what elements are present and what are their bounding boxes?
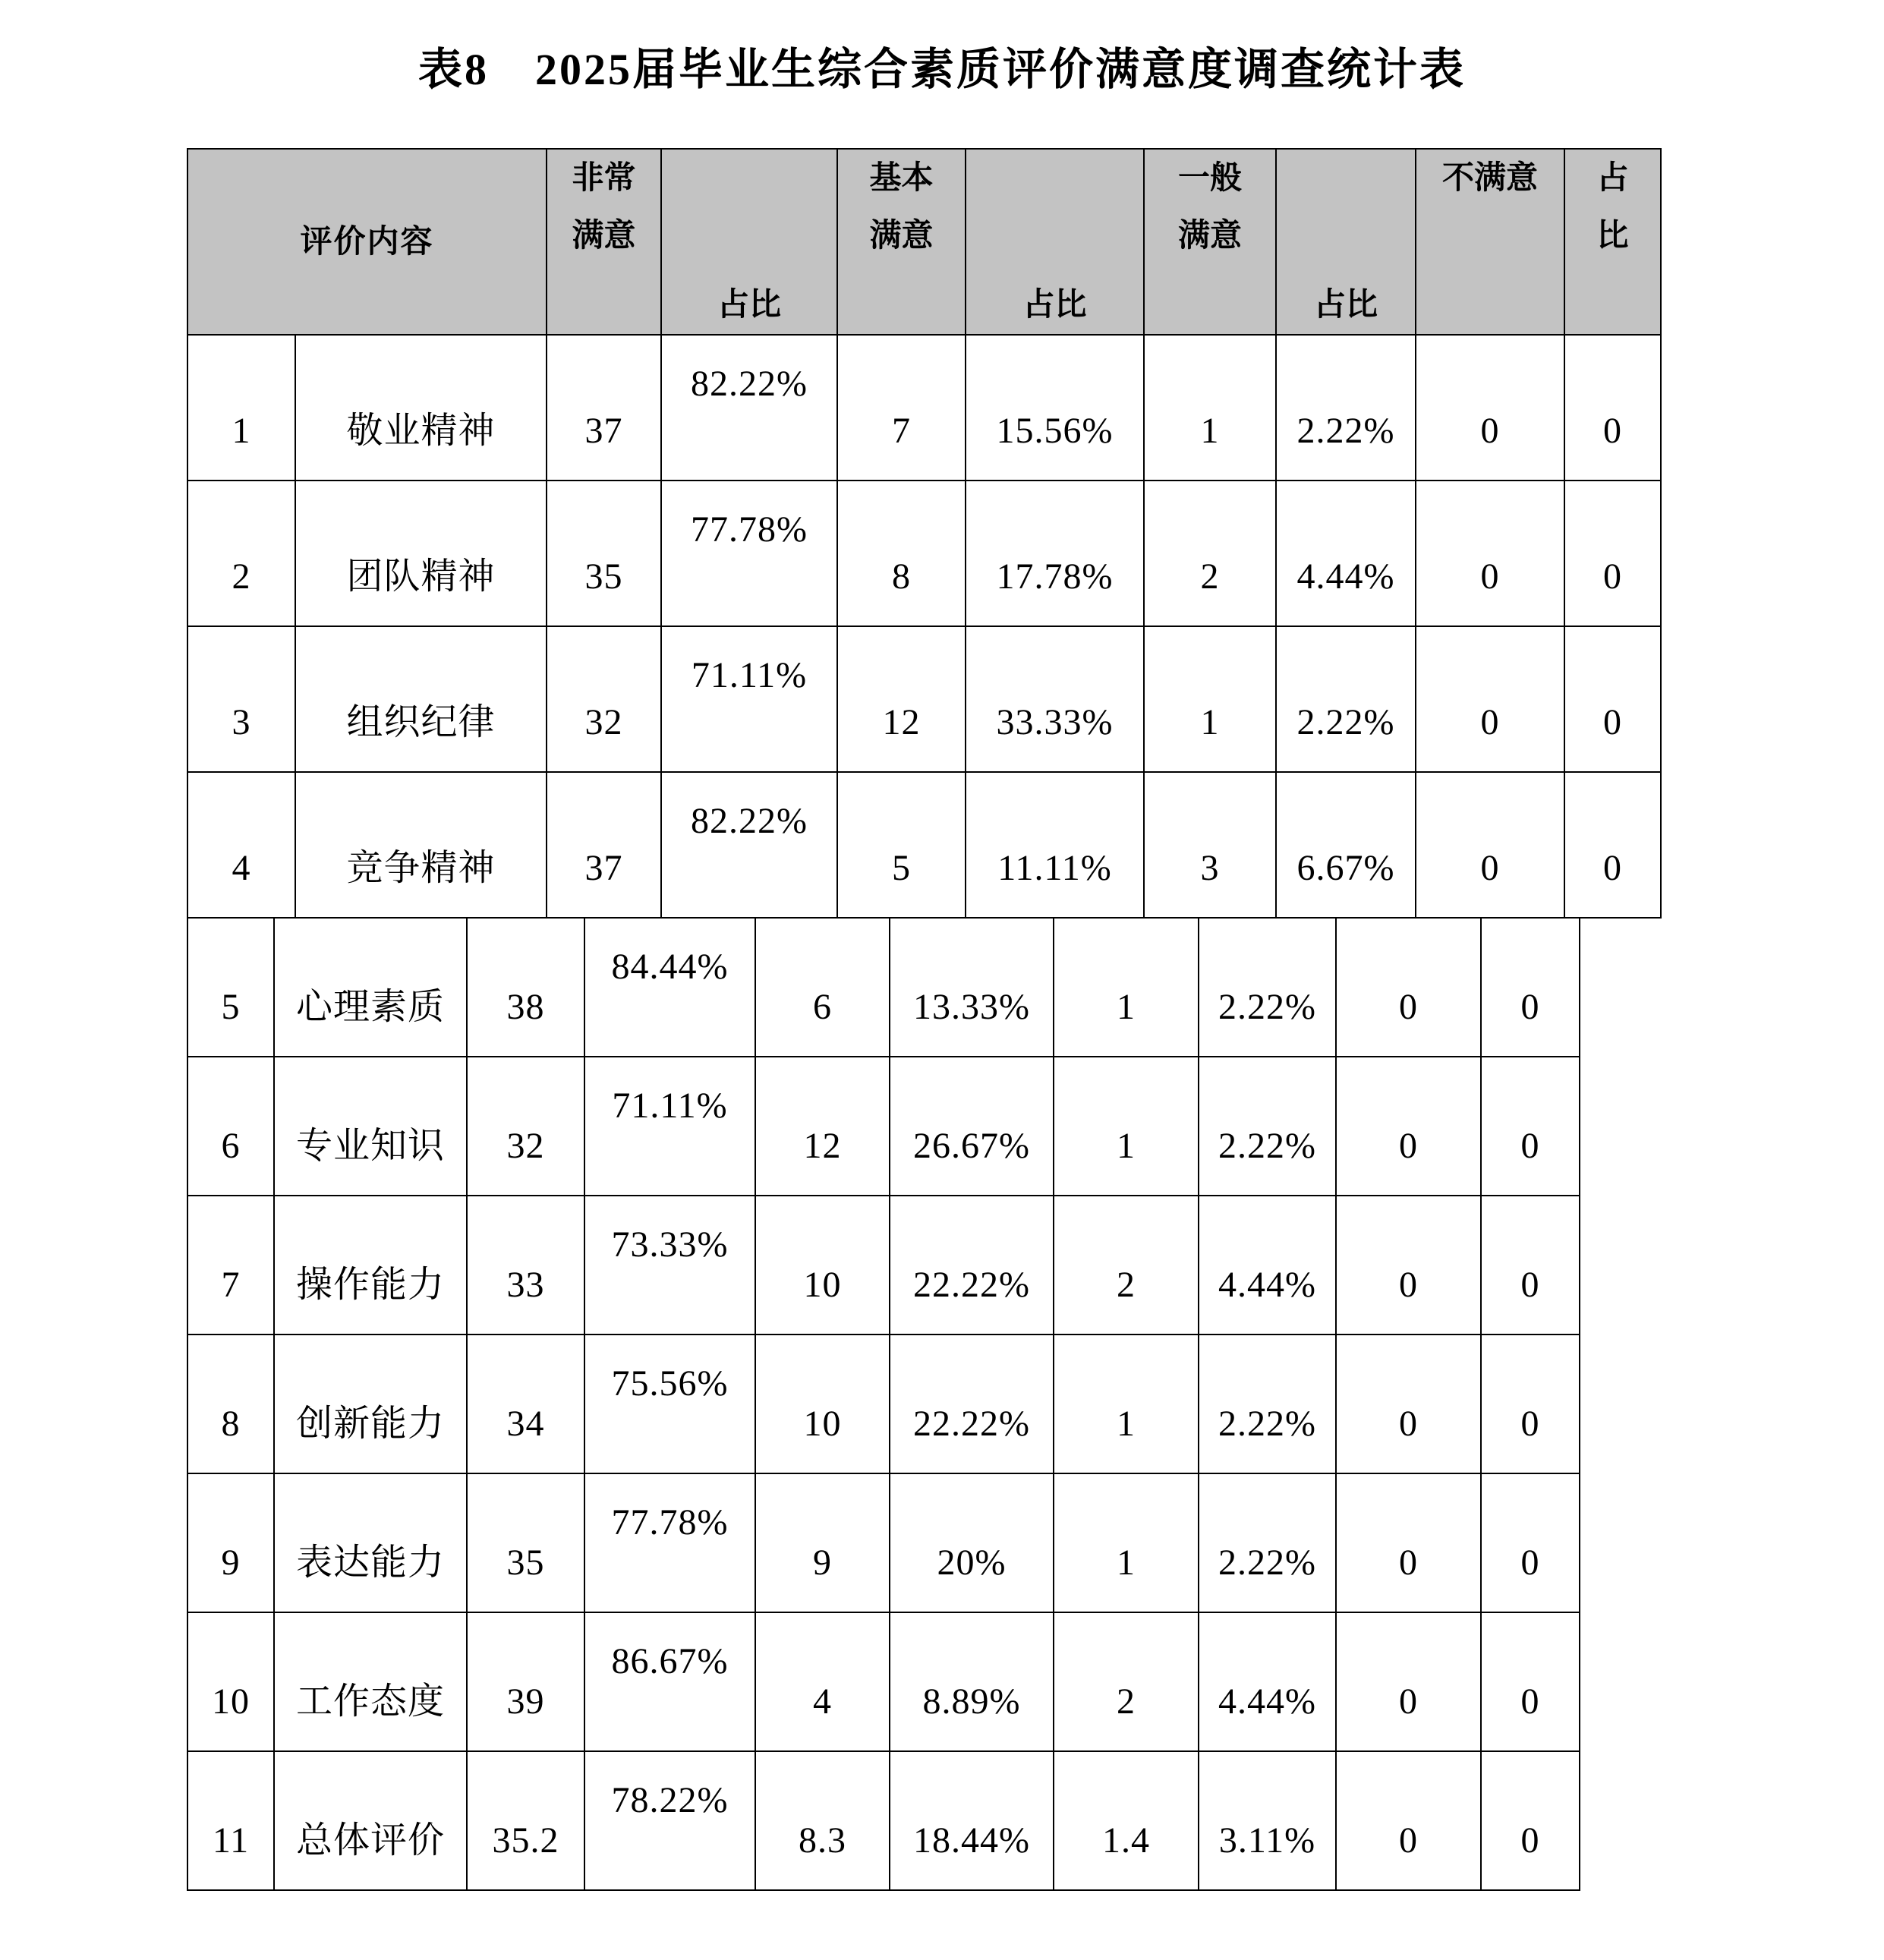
general-pct: 2.22% [1199, 1057, 1336, 1196]
very-pct: 73.33% [584, 1196, 755, 1335]
eval-item: 组织纪律 [295, 626, 547, 772]
header-pct-4: 占 比 [1564, 149, 1661, 335]
table-row [187, 1612, 1580, 1751]
eval-item: 创新能力 [274, 1335, 467, 1473]
eval-item: 表达能力 [274, 1473, 467, 1612]
unsat-count: 0 [1416, 481, 1564, 626]
row-number: 1 [187, 335, 295, 481]
eval-item: 心理素质 [274, 918, 467, 1057]
general-pct: 2.22% [1199, 1473, 1336, 1612]
basic-count: 7 [837, 335, 966, 481]
table-row [187, 1751, 1580, 1890]
general-count: 1.4 [1054, 1751, 1199, 1890]
unsat-count: 0 [1336, 1751, 1481, 1890]
basic-count: 10 [755, 1196, 890, 1335]
basic-pct: 13.33% [890, 918, 1054, 1057]
basic-pct: 22.22% [890, 1335, 1054, 1473]
header-eval-content [187, 149, 547, 335]
row-number: 8 [187, 1335, 274, 1473]
table-header [187, 149, 1661, 335]
eval-item: 总体评价 [274, 1751, 467, 1890]
table-row [187, 335, 1661, 481]
very-count: 34 [467, 1335, 584, 1473]
row-number: 2 [187, 481, 295, 626]
general-count: 2 [1144, 481, 1276, 626]
unsat-pct: 0 [1481, 918, 1580, 1057]
row-number: 10 [187, 1612, 274, 1751]
header-pct-3: 占比 [1276, 149, 1416, 335]
very-count: 37 [547, 335, 661, 481]
very-count: 33 [467, 1196, 584, 1335]
basic-pct: 17.78% [966, 481, 1144, 626]
very-count: 37 [547, 772, 661, 918]
unsat-pct: 0 [1481, 1196, 1580, 1335]
header-basic-satisfied: 基本 满意 [837, 149, 966, 335]
row-number: 3 [187, 626, 295, 772]
eval-item: 操作能力 [274, 1196, 467, 1335]
row-number: 4 [187, 772, 295, 918]
general-pct: 4.44% [1199, 1196, 1336, 1335]
basic-pct: 15.56% [966, 335, 1144, 481]
general-count: 1 [1054, 1473, 1199, 1612]
unsat-pct: 0 [1481, 1473, 1580, 1612]
table-row [187, 1335, 1580, 1473]
unsat-pct: 0 [1481, 1612, 1580, 1751]
table-row [187, 1473, 1580, 1612]
header-very-satisfied: 非常 满意 [547, 149, 661, 335]
general-pct: 4.44% [1199, 1612, 1336, 1751]
very-pct: 75.56% [584, 1335, 755, 1473]
very-pct: 82.22% [661, 772, 837, 918]
general-count: 3 [1144, 772, 1276, 918]
table-row [187, 772, 1661, 918]
very-count: 32 [467, 1057, 584, 1196]
basic-pct: 33.33% [966, 626, 1144, 772]
eval-item: 专业知识 [274, 1057, 467, 1196]
basic-count: 8 [837, 481, 966, 626]
general-count: 1 [1144, 626, 1276, 772]
very-count: 35 [547, 481, 661, 626]
very-count: 35.2 [467, 1751, 584, 1890]
header-pct-2: 占比 [966, 149, 1144, 335]
table-row [187, 626, 1661, 772]
basic-count: 4 [755, 1612, 890, 1751]
satisfaction-table-upper [187, 148, 1662, 919]
very-pct: 77.78% [661, 481, 837, 626]
row-number: 7 [187, 1196, 274, 1335]
general-pct: 2.22% [1276, 626, 1416, 772]
unsat-pct: 0 [1564, 335, 1661, 481]
unsat-count: 0 [1336, 1473, 1481, 1612]
unsat-pct: 0 [1564, 481, 1661, 626]
general-pct: 3.11% [1199, 1751, 1336, 1890]
basic-pct: 11.11% [966, 772, 1144, 918]
page-title: 表8 2025届毕业生综合素质评价满意度调查统计表 [417, 45, 1466, 94]
unsat-count: 0 [1336, 1612, 1481, 1751]
very-pct: 86.67% [584, 1612, 755, 1751]
general-count: 2 [1054, 1196, 1199, 1335]
unsat-pct: 0 [1481, 1335, 1580, 1473]
general-pct: 6.67% [1276, 772, 1416, 918]
table-row [187, 918, 1580, 1057]
general-pct: 2.22% [1276, 335, 1416, 481]
unsat-count: 0 [1336, 1335, 1481, 1473]
very-pct: 84.44% [584, 918, 755, 1057]
unsat-pct: 0 [1564, 626, 1661, 772]
unsat-pct: 0 [1481, 1057, 1580, 1196]
row-number: 11 [187, 1751, 274, 1890]
basic-count: 10 [755, 1335, 890, 1473]
header-pct-1: 占比 [661, 149, 837, 335]
basic-pct: 18.44% [890, 1751, 1054, 1890]
basic-count: 9 [755, 1473, 890, 1612]
general-pct: 2.22% [1199, 918, 1336, 1057]
general-count: 1 [1054, 1057, 1199, 1196]
satisfaction-table-lower [187, 917, 1580, 1891]
very-count: 32 [547, 626, 661, 772]
very-pct: 71.11% [661, 626, 837, 772]
eval-item: 敬业精神 [295, 335, 547, 481]
general-count: 2 [1054, 1612, 1199, 1751]
row-number: 9 [187, 1473, 274, 1612]
very-count: 39 [467, 1612, 584, 1751]
row-number: 6 [187, 1057, 274, 1196]
rows-lower [187, 918, 1580, 1890]
header-row [187, 149, 1661, 335]
basic-count: 12 [755, 1057, 890, 1196]
general-pct: 2.22% [1199, 1335, 1336, 1473]
table-row [187, 1196, 1580, 1335]
very-pct: 82.22% [661, 335, 837, 481]
basic-count: 8.3 [755, 1751, 890, 1890]
general-count: 1 [1054, 918, 1199, 1057]
unsat-count: 0 [1416, 772, 1564, 918]
eval-item: 竞争精神 [295, 772, 547, 918]
eval-item: 团队精神 [295, 481, 547, 626]
eval-item: 工作态度 [274, 1612, 467, 1751]
header-eval-content-label: 评价内容 [300, 224, 434, 260]
unsat-count: 0 [1336, 1057, 1481, 1196]
basic-count: 5 [837, 772, 966, 918]
unsat-count: 0 [1336, 1196, 1481, 1335]
row-number: 5 [187, 918, 274, 1057]
very-pct: 71.11% [584, 1057, 755, 1196]
very-count: 35 [467, 1473, 584, 1612]
unsat-count: 0 [1416, 335, 1564, 481]
header-unsatisfied: 不满意 [1416, 149, 1564, 335]
very-pct: 77.78% [584, 1473, 755, 1612]
very-pct: 78.22% [584, 1751, 755, 1890]
very-count: 38 [467, 918, 584, 1057]
table-row [187, 481, 1661, 626]
basic-count: 6 [755, 918, 890, 1057]
basic-pct: 20% [890, 1473, 1054, 1612]
basic-pct: 26.67% [890, 1057, 1054, 1196]
rows-upper [187, 335, 1661, 918]
unsat-count: 0 [1416, 626, 1564, 772]
general-count: 1 [1144, 335, 1276, 481]
basic-pct: 22.22% [890, 1196, 1054, 1335]
general-count: 1 [1054, 1335, 1199, 1473]
basic-pct: 8.89% [890, 1612, 1054, 1751]
unsat-pct: 0 [1481, 1751, 1580, 1890]
basic-count: 12 [837, 626, 966, 772]
unsat-pct: 0 [1564, 772, 1661, 918]
table-row [187, 1057, 1580, 1196]
general-pct: 4.44% [1276, 481, 1416, 626]
unsat-count: 0 [1336, 918, 1481, 1057]
header-general-satisfied: 一般 满意 [1144, 149, 1276, 335]
